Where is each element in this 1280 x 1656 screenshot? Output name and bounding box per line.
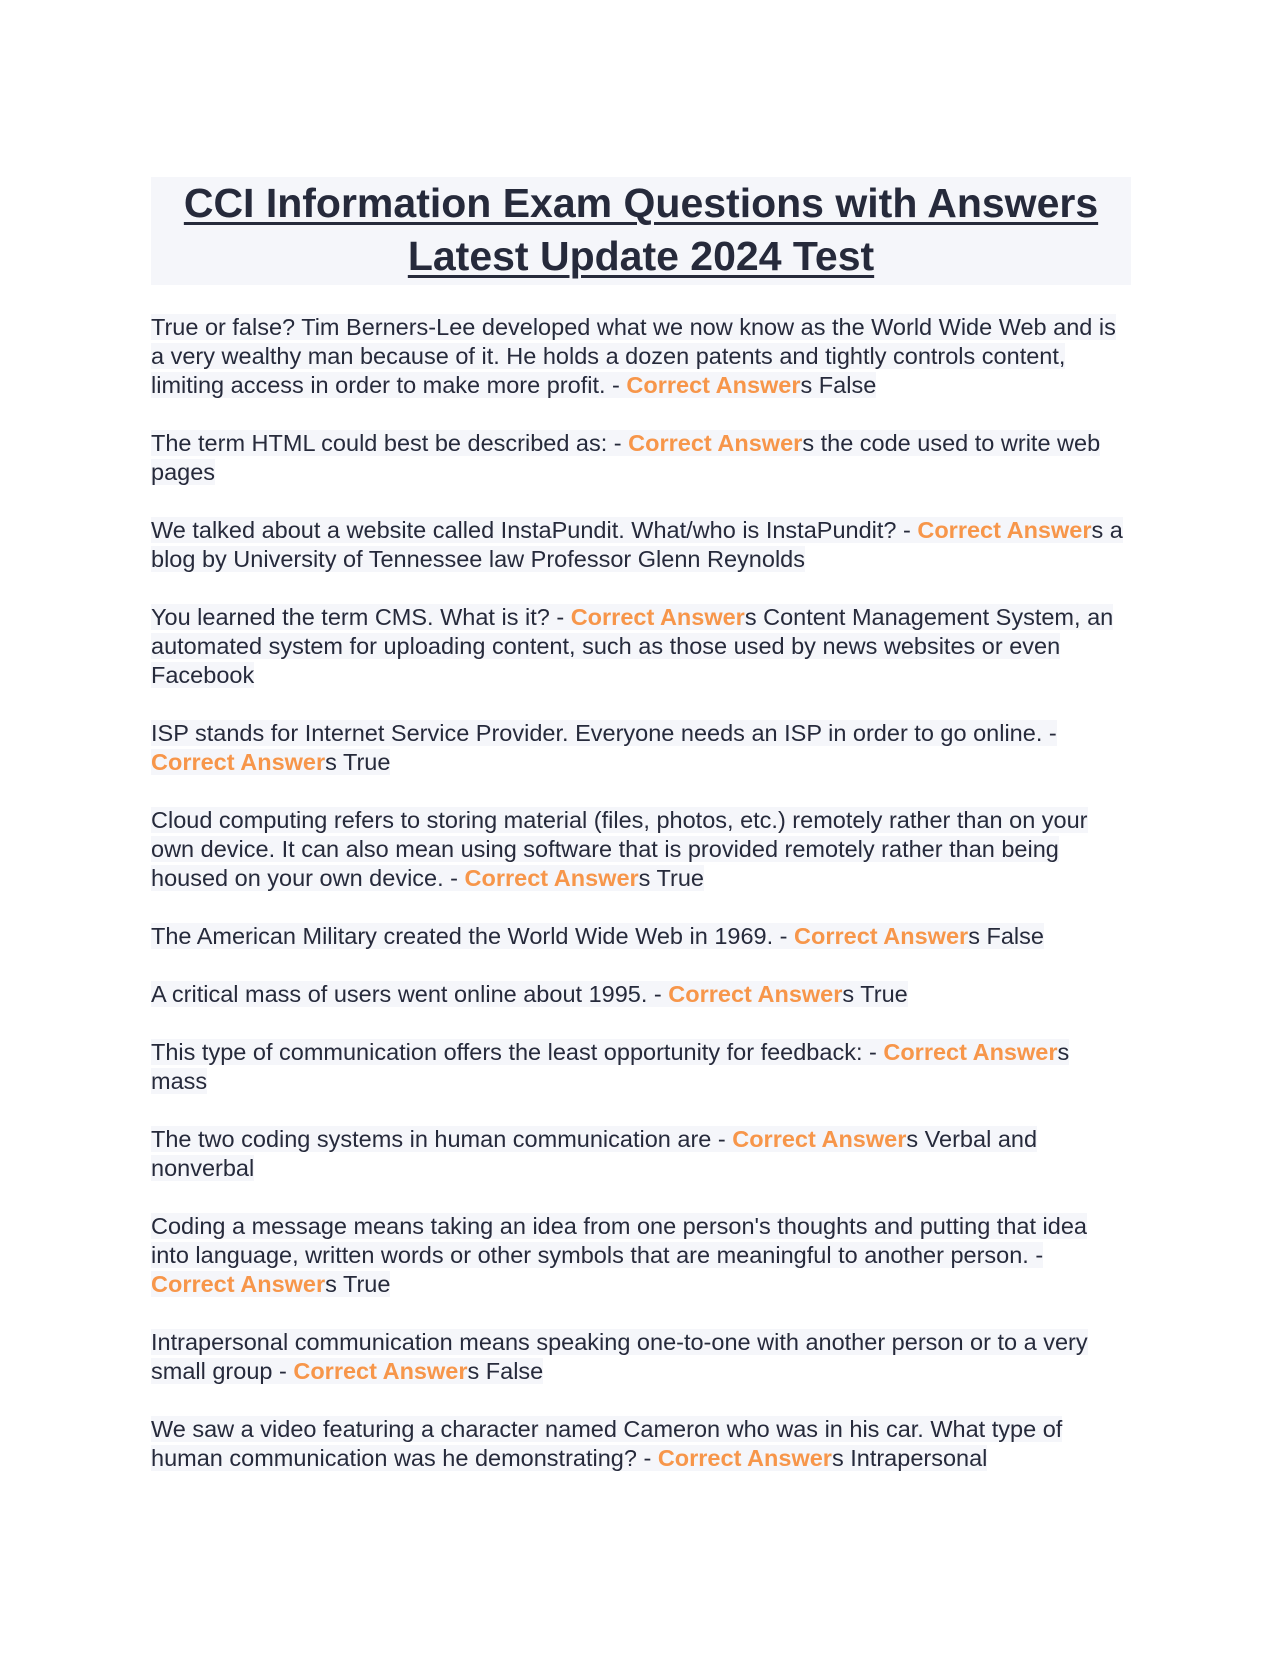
answer-label: Correct Answer [657, 1445, 832, 1471]
question-text: True or false? Tim Berners-Lee developed what we now know as the World Wide Web and is a very wealthy man because of it. He holds a dozen patents and tightly controls content, limiting access in order to make more profit. - [151, 314, 1116, 398]
answer-text: s True [325, 749, 391, 775]
answer-text: s Intrapersonal [831, 1445, 988, 1471]
question-text: The two coding systems in human communication are - [151, 1126, 733, 1152]
question-text: ISP stands for Internet Service Provider. Everyone needs an ISP in order to go online. - [151, 720, 1057, 746]
answer-label: Correct Answer [293, 1358, 468, 1384]
question-text: This type of communication offers the least opportunity for feedback: - [151, 1039, 884, 1065]
qa-item [151, 1328, 1131, 1386]
question-text: A critical mass of users went online about 1995. - [151, 981, 669, 1007]
qa-list [151, 313, 1131, 1473]
answer-label: Correct Answer [626, 372, 801, 398]
answer-label: Correct Answer [628, 430, 803, 456]
answer-text: s False [968, 923, 1044, 949]
answer-label: Correct Answer [151, 749, 326, 775]
qa-item [151, 980, 1131, 1009]
qa-item [151, 1415, 1131, 1473]
question-text: Intrapersonal communication means speaking one-to-one with another person or to a very small group - [151, 1329, 1088, 1384]
answer-label: Correct Answer [794, 923, 969, 949]
question-text: We saw a video featuring a character named Cameron who was in his car. What type of human communication was he demonstrating? - [151, 1416, 1063, 1471]
title-block [151, 177, 1131, 285]
answer-label: Correct Answer [883, 1039, 1058, 1065]
qa-item [151, 806, 1131, 893]
question-text: Coding a message means taking an idea from one person's thoughts and putting that idea into language, written words or other symbols that are meaningful to another person. - [151, 1213, 1087, 1268]
answer-text: s True [325, 1271, 391, 1297]
qa-item [151, 1212, 1131, 1299]
qa-item [151, 922, 1131, 951]
question-text: Cloud computing refers to storing material (files, photos, etc.) remotely rather than on your own device. It can also mean using software that is provided remotely rather than being housed on your own device. - [151, 807, 1088, 891]
answer-text: s Verbal and nonverbal [151, 1126, 1038, 1181]
qa-item [151, 603, 1131, 690]
answer-label: Correct Answer [151, 1271, 326, 1297]
answer-text: s a blog by University of Tennessee law Professor Glenn Reynolds [151, 517, 1123, 572]
answer-text: s the code used to write web pages [151, 430, 1101, 485]
answer-label: Correct Answer [668, 981, 843, 1007]
answer-text: s False [467, 1358, 544, 1384]
document-title: CCI Information Exam Questions with Answers Latest Update 2024 Test [183, 180, 1099, 279]
qa-item [151, 429, 1131, 487]
answer-label: Correct Answer [464, 865, 639, 891]
question-text: We talked about a website called InstaPundit. What/who is InstaPundit? - [151, 517, 918, 543]
question-text: The term HTML could best be described as: - [151, 430, 629, 456]
qa-item [151, 719, 1131, 777]
answer-text: s mass [151, 1039, 1070, 1094]
qa-item [151, 1125, 1131, 1183]
answer-label: Correct Answer [732, 1126, 907, 1152]
answer-label: Correct Answer [917, 517, 1092, 543]
question-text: The American Military created the World Wide Web in 1969. - [151, 923, 795, 949]
answer-label: Correct Answer [570, 604, 745, 630]
document-page [151, 177, 1131, 1502]
qa-item [151, 516, 1131, 574]
answer-text: s False [800, 372, 877, 398]
answer-text: s True [638, 865, 704, 891]
answer-text: s Content Management System, an automated system for uploading content, such as those used by news websites or even Facebook [151, 604, 1114, 688]
answer-text: s True [842, 981, 908, 1007]
question-text: You learned the term CMS. What is it? - [151, 604, 571, 630]
qa-item [151, 1038, 1131, 1096]
qa-item [151, 313, 1131, 400]
